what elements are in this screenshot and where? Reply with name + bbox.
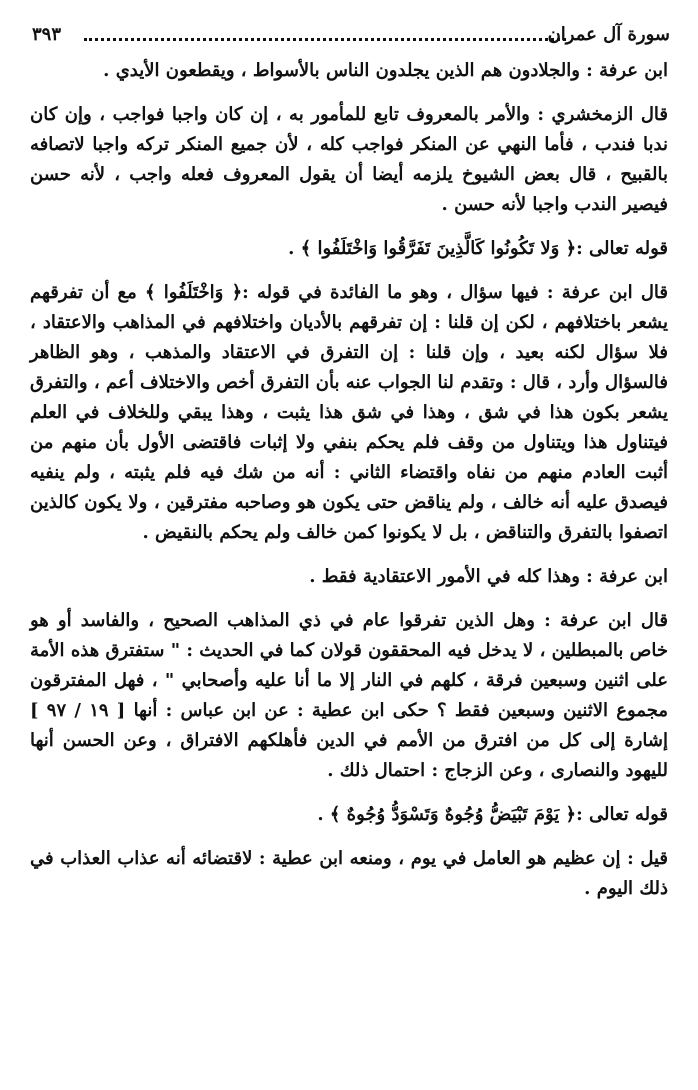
paragraph-text: قال ابن عرفة : وهل الذين تفرقوا عام في ذي المذاهب الصحيح ، والفاسد أو هو خاص بالمبطلين ، لا يدخل فيه المحققون قولان كما في الحديث : " ستفترق هذه الأمة على اثنين وسبعين فرقة ، كلهم في النار إلا ما أنا عليه وأصحابي " ، فهل المفترقون مجموع الاثنين وسبعين فقط ؟ حكى ابن عطية : عن ابن عباس : أنها [ ١٩ / ٩٧ ] إشارة إلى كل من افترق من الأمم في الدين فأهلكهم الافتراق ، وعن الحسن أنها لليهود والنصارى ، وعن الزجاج : احتمال ذلك . [30,610,668,781]
paragraph-text: ابن عرفة : والجلادون هم الذين يجلدون الناس بالأسواط ، ويقطعون الأيدي . [103,60,668,81]
paragraph [22,562,676,592]
paragraph-text: قوله تعالى :﴿ وَلا تَكُونُوا كَالَّذِينَ تَفَرَّقُوا وَاخْتَلَفُوا ﴾ . [288,238,668,259]
header-dotted-rule [84,38,566,41]
book-page [22,14,676,1076]
paragraph-text: قال ابن عرفة : فيها سؤال ، وهو ما الفائدة في قوله :﴿ وَاخْتَلَفُوا ﴾ مع أن تفرقهم يشعر باختلافهم ، لكن إن قلنا : إن تفرقهم بالأديان واختلافهم في المذاهب والاعتقاد ، فلا سؤال لكنه بعيد ، وإن قلنا : إن التفرق في الاعتقاد والمذهب ، وهو الظاهر فالسؤال وأرد ، قال : وتقدم لنا الجواب عنه بأن التفرق أخص والاختلاف أعم ، والتفرق يشعر بكون هذا في شق ، وهذا في شق هذا يثبت ، وهذا يبقي وللخلاف في العلم فيتناول هذا ويتناول من وقف فلم يحكم بنفي ولا إثبات فاقتضى الأول بأن منهم من أثبت العادم منهم من نفاه واقتضاء الثاني : أنه من شك فيه فلم يثبته ، ولم ينفيه فيصدق عليه أنه خالف ، ولم يناقض حتى يكون هو وصاحبه مفترقين ، ولا يكون كالذين اتصفوا بالتفرق والتناقض ، بل لا يكونوا كمن خالف ولم يحكم بالنقيض . [30,282,668,543]
quran-verse [22,800,676,830]
surah-title: سورة آل عمران [547,24,670,45]
paragraph [22,100,676,220]
paragraph-text: ابن عرفة : وهذا كله في الأمور الاعتقادية فقط . [309,566,668,587]
page-header [22,14,676,50]
paragraph-text: قيل : إن عظيم هو العامل في يوم ، ومنعه ابن عطية : لاقتضائه أنه عذاب العذاب في ذلك اليوم . [30,848,668,899]
quran-verse [22,234,676,264]
paragraph-text: قال الزمخشري : والأمر بالمعروف تابع للمأمور به ، إن كان واجبا فواجب ، وإن كان ندبا فندب ، فأما النهي عن المنكر فواجب كله ، لأن جميع المنكر تركه واجبا لاتصافه بالقبيح ، قال بعض الشيوخ يلزمه أيضا أن يقول المعروف فعله واجب ، لأنه حسن فيصير الندب واجبا لأنه حسن . [30,104,668,215]
paragraph [22,844,676,904]
paragraph-text: قوله تعالى :﴿ يَوْمَ تَبْيَضُّ وُجُوهٌ وَتَسْوَدُّ وُجُوهٌ ﴾ . [317,804,668,825]
paragraph [22,278,676,548]
paragraph [22,56,676,86]
paragraph [22,606,676,786]
page-number: ٣٩٣ [32,24,62,45]
